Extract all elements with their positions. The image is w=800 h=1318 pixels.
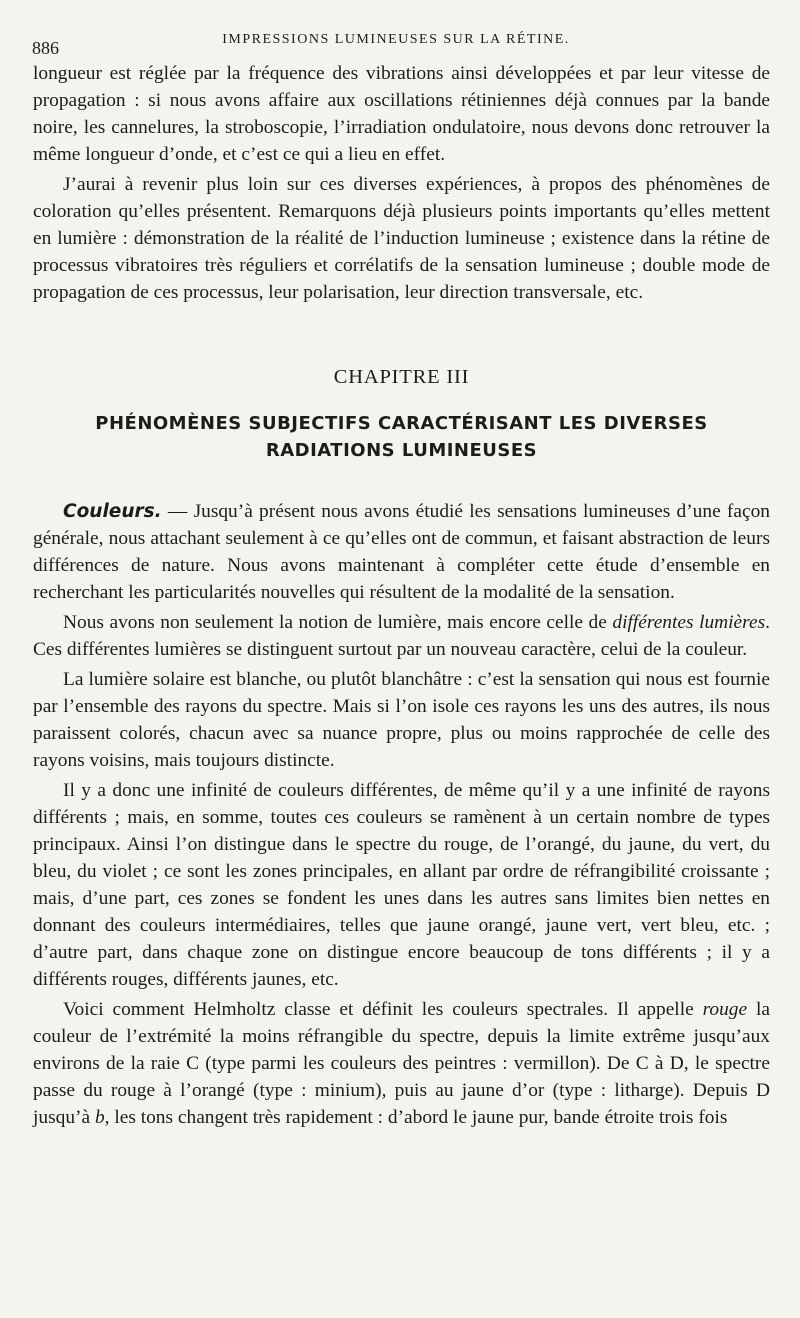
- emphasis: différentes lumières: [612, 612, 766, 633]
- paragraph-text: . Ces différentes lumières se distinguent surtout par un nouveau caractère, celui de la couleur.: [33, 612, 770, 660]
- emphasis: b: [94, 1107, 105, 1128]
- page-body: [33, 60, 770, 1134]
- paragraph-text: — Jusqu’à présent nous avons étudié les sensations lumineuses d’une façon générale, nous attachant seulement à ce qu’elles ont de commun, et faisant abstraction de leurs différences de nature. Nous avons maintenant à compléter cette étude d’ensemble en recherchant les particularités nouvelles qui résultent de la modalité de la sensation.: [33, 501, 770, 603]
- page-header: [32, 30, 760, 60]
- chapter-title-line: PHÉNOMÈNES SUBJECTIFS CARACTÉRISANT LES DIVERSES: [95, 413, 708, 434]
- chapter-title: [33, 410, 770, 464]
- running-head: IMPRESSIONS LUMINEUSES SUR LA RÉTINE.: [222, 32, 570, 47]
- chapter-label: CHAPITRE III: [333, 366, 470, 388]
- chapter-title-line: RADIATIONS LUMINEUSES: [265, 440, 538, 461]
- paragraph: Il y a donc une infinité de couleurs différentes, de même qu’il y a une infinité de rayons différents ; mais, en somme, toutes ces couleurs se ramènent à un certain nombre de types principaux. Ainsi l’on distingue dans le spectre du rouge, de l’orangé, du jaune, du vert, du bleu, du violet ; ce sont les zones principales, en allant par ordre de réfrangibilité croissante ; mais, d’une part, ces zones se fondent les unes dans les autres sans limites bien nettes en donnant des couleurs intermédiaires, telles que jaune orangé, jaune vert, vert bleu, etc. ; d’autre part, dans chaque zone on distingue encore beaucoup de tons différents ; il y a différents rouges, différents jaunes, etc.: [33, 780, 770, 990]
- paragraph-text: Nous avons non seulement la notion de lumière, mais encore celle de: [63, 612, 613, 633]
- paragraph-text: la couleur de l’extrémité la moins réfrangible du spectre, depuis la limite extrême jusqu’aux environs de la raie C (type parmi les couleurs des peintres : vermillon). De C à D, le spectre passe du rouge à l’orangé (type : minium), puis au jaune d’or (type : litharge). Depuis D jusqu’à: [33, 999, 770, 1128]
- paragraph: [33, 498, 770, 606]
- paragraph-text: Voici comment Helmholtz classe et définit les couleurs spectrales. Il appelle: [63, 999, 703, 1020]
- paragraph: [33, 996, 770, 1131]
- emphasis: rouge: [702, 999, 748, 1020]
- paragraph: J’aurai à revenir plus loin sur ces diverses expériences, à propos des phénomènes de coloration qu’elles présentent. Remarquons déjà plusieurs points importants qu’elles mettent en lumière : démonstration de la réalité de l’induction lumineuse ; existence dans la rétine de processus vibratoires très réguliers et corrélatifs de la sensation lumineuse ; double mode de propagation de ces processus, leur polarisation, leur direction transversale, etc.: [33, 174, 770, 303]
- section-heading: Couleurs.: [63, 501, 162, 522]
- paragraph: longueur est réglée par la fréquence des vibrations ainsi développées et par leur vitesse de propagation : si nous avons affaire aux oscillations rétiniennes déjà connues par la bande noire, les cannelures, la stroboscopie, l’irradiation ondulatoire, nous devons donc retrouver la même longueur d’onde, et c’est ce qui a lieu en effet.: [33, 63, 770, 165]
- paragraph-text: , les tons changent très rapidement : d’abord le jaune pur, bande étroite trois fois: [104, 1107, 728, 1128]
- page-number: 886: [32, 38, 59, 58]
- paragraph: [33, 609, 770, 663]
- paragraph: La lumière solaire est blanche, ou plutôt blanchâtre : c’est la sensation qui nous est fournie par l’ensemble des rayons du spectre. Mais si l’on isole ces rayons les uns des autres, ils nous paraissent colorés, chacun avec sa nuance propre, plus ou moins rapprochée de celle des rayons voisins, mais toujours distincte.: [33, 669, 770, 771]
